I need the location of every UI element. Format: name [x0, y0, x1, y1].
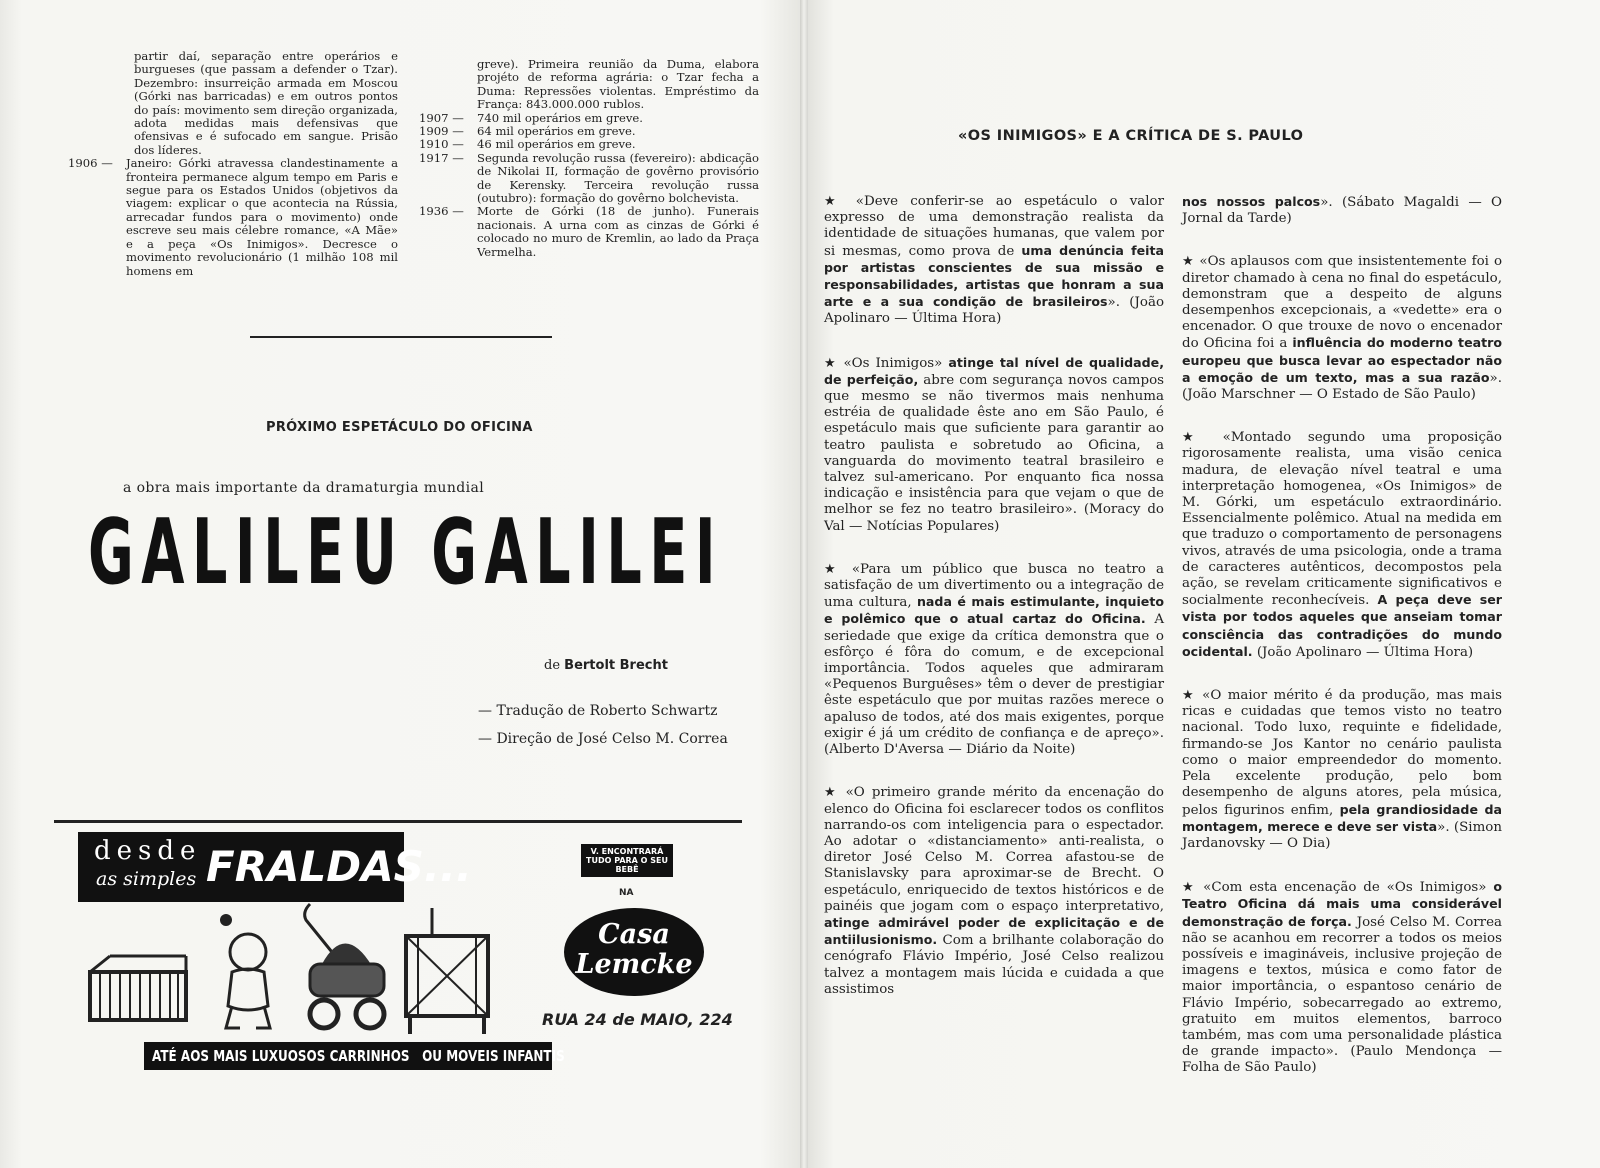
- quote-text: «Com esta encenação de «Os Inimigos»: [1203, 880, 1494, 896]
- star-icon: ★: [1182, 430, 1207, 446]
- chronology-text: Morte de Górki (18 de junho). Funerais nacionais. A urna com as cinzas de Górki é colocado no muro de Kremlin, ao lado da Praça Vermelha.: [477, 204, 759, 259]
- baby-illustration: [210, 902, 290, 1038]
- play-title: GALILEU GALILEI: [88, 500, 724, 605]
- star-icon: ★: [824, 194, 844, 209]
- quote-text: Com a brilhante colaboração do cenógrafo Flávio Império, José Celso realizou talvez a montagem mais lúcida e cuidada a que assistimos: [824, 933, 1164, 997]
- star-icon: ★: [824, 561, 842, 577]
- playpen-illustration: [84, 902, 194, 1038]
- quote-text: (João Apolinaro — Última Hora): [1252, 644, 1474, 660]
- chronology-text: Janeiro: Górki atravessa clandestinamente a fronteira permanece algum tempo em Paris e segue para os Estados Unidos (objetivos da viagem: explicar o que acontecia na Rússia, arrecadar fundos para o movimento) onde escreve seu mais célebre romance, «A Mãe» e a peça «Os Inimigos». Decresce o movimento revolucionário (1 milhão 108 mil homens em: [126, 156, 398, 278]
- critic-quote: [1182, 194, 1502, 227]
- critic-quote: [1182, 688, 1502, 852]
- star-icon: ★: [1182, 880, 1197, 896]
- chronology-intro: greve). Primeira reunião da Duma, elabora projéto de reforma agrária: o Tzar fecha a Duma: Repressões violentas. Empréstimo da França: 843.000.000 rublos.: [477, 57, 759, 112]
- quote-emphasis: nos nossos palcos: [1182, 194, 1321, 209]
- critic-quote: [824, 562, 1164, 758]
- chronology-year: 1917 —: [419, 150, 464, 165]
- crib-illustration: [398, 902, 494, 1038]
- fraldas-banner: [78, 832, 472, 902]
- quote-emphasis: atinge admirável poder de explicitação e de antiilusionismo.: [824, 914, 1164, 948]
- critic-quote: [1182, 254, 1502, 403]
- chronology-year: 1936 —: [419, 204, 464, 219]
- quote-emphasis: pela grandiosidade da montagem, merece e deve ser vista: [1182, 801, 1502, 834]
- chronology-entry: [419, 150, 759, 206]
- next-show-subtitle: a obra mais importante da dramaturgia mundial: [123, 480, 485, 496]
- quote-emphasis: nada é mais estimulante, inquieto e polêmico que o atual cartaz do Oficina.: [824, 594, 1165, 627]
- quote-text: ». (Sábato Magaldi — O Jornal da Tarde): [1182, 195, 1502, 227]
- star-icon: ★: [1182, 688, 1196, 704]
- critica-title: «OS INIMIGOS» E A CRÍTICA DE S. PAULO: [958, 128, 1304, 144]
- quote-text: A seriedade que exige da crítica demonstra que o esfôrço é fôra do comum, e de excepcional importância. Todos aqueles que admiraram «Pequenos Burguêses» têm o dever de prestigiar êste espetáculo que por muitas razões merece o apaluso de todos, até dos mais exigentes, porque exigir é já um crédito de confiança e de apreço». (Alberto D'Aversa — Diário da Noite): [824, 612, 1164, 758]
- right-page: [808, 0, 1600, 1168]
- logo-lemcke: Lemcke: [575, 949, 693, 980]
- critic-quote: [1182, 879, 1502, 1076]
- chronology-entry: [419, 124, 759, 139]
- logo-casa: Casa: [598, 919, 670, 950]
- book-gutter: [800, 0, 808, 1168]
- carriage-illustration: [300, 902, 390, 1038]
- quote-emphasis: atinge tal nível de qualidade, de perfeição,: [824, 354, 1165, 387]
- quote-text: «O maior mérito é da produção, mas mais ricas e cuidadas que temos visto no teatro nacional. Todo luxo, requinte e fidelidade, firmando-se Jos Kantor no cenário paulista como o maior empreendedor do momento. Pela excelente produção, pelo bom desempenho de alguns atores, pela música, pelos figurinos enfim,: [1182, 688, 1502, 818]
- quote-emphasis: uma denúncia feita por artistas conscientes de sua missão e responsabilidades, artistas que honram a sua arte e a sua condição de brasileiros: [824, 242, 1164, 310]
- ad-fraldas: FRALDAS...: [206, 842, 472, 891]
- critic-quote: [824, 355, 1164, 535]
- quote-text: «Os aplausos com que insistentemente foi o diretor chamado à cena no final do espetáculo, demonstram que a despeito de alguns desempenhos excepcionais, a «vedette» era o encenador. O que trouxe de novo o encenador do Oficina foi a: [1182, 254, 1503, 352]
- quote-text: «Para um público que busca no teatro a satisfação de um divertimento ou a integração de uma cultura,: [824, 561, 1164, 611]
- quote-text: abre com segurança novos campos que mesmo se não tivermos mais nenhuma estréia de qualidade êste ano em São Paulo, é espetáculo mais que suficiente para garantir ao teatro paulista e sobretudo ao Oficina, a vanguarda do movimento teatral brasileiro e talvez sul-americano. Por enquanto fica nossa indicação e insistência para que vejam o que de melhor se fez no teatro brasileiro». (Moracy do Val — Notícias Populares): [824, 372, 1164, 534]
- chronology-text: 46 mil operários em greve.: [477, 137, 636, 152]
- ad-desde: desde: [94, 836, 202, 866]
- star-icon: ★: [824, 785, 839, 801]
- chronology-year: 1909 —: [419, 124, 464, 139]
- critica-left-column: [824, 194, 1164, 1025]
- critica-right-column: [1182, 194, 1502, 1104]
- quote-text: «Deve conferir-se ao espetáculo o valor expresso de uma demonstração realista da identidade de situações humanas, que valem por si mesmas, como prova de: [824, 194, 1164, 259]
- next-show-heading: PRÓXIMO ESPETÁCULO DO OFICINA: [266, 420, 533, 435]
- quote-emphasis: o Teatro Oficina dá mais uma considerável demonstração de força.: [1182, 879, 1503, 929]
- quote-text: ». (Simon Jardanovsky — O Dia): [1182, 819, 1502, 851]
- quote-text: José Celso M. Correa não se acanhou em recorrer a todos os meios possíveis e imagináveis, inclusive projeção de imagens e textos, música e como fator de maior importância, o espantoso cenário de Flávio Império, sobecarregado ao extremo, gratuito em muitos elementos, barroco também, mas com uma personalidade plástica de grande impacto». (Paulo Mendonça — Folha de São Paulo): [1182, 914, 1502, 1076]
- chronology-entry: [419, 137, 759, 152]
- author-prefix: de: [544, 658, 561, 673]
- quote-text: ». (João Marschner — O Estado de São Paulo): [1182, 370, 1502, 403]
- quote-emphasis: A peça deve ser vista por todos aqueles que anseiam tomar consciência das contradições do mundo ocidental.: [1182, 592, 1502, 659]
- casa-lemcke-ad: [74, 832, 733, 1072]
- chronology-year: 1906 —: [68, 156, 113, 171]
- chronology-year: 1910 —: [419, 137, 464, 152]
- critic-quote: [824, 194, 1164, 328]
- chronology-intro: partir daí, separação entre operários e burgueses (que passam a defender o Tzar). Dezembro: insurreição armada em Moscou (Górki nas barricadas) e em outros pontos do país: movimento sem direção organizada, adota medidas mais defensivas que ofensivas e é sufocado em sangue. Prisão dos líderes.: [134, 49, 398, 157]
- divider: [54, 820, 742, 823]
- quote-text: «Os Inimigos»: [843, 355, 949, 371]
- quote-text: «O primeiro grande mérito da encenação do elenco do Oficina foi esclarecer todos os conflitos narrando-os com inteligencia para o espectador. Ao adotar o «distanciamento» anti-realista, o diretor José Celso M. Correa afastou-se de Stanislavsky para aproximar-se de Brecht. O espetáculo, enriquecido de textos históricos e de painéis que jogam com o espaço interpretativo,: [824, 785, 1164, 914]
- author-line: [544, 658, 668, 673]
- direction-credit: — Direção de José Celso M. Correa: [478, 731, 728, 747]
- chronology-year: 1907 —: [419, 110, 464, 125]
- chronology-column-1: [68, 49, 398, 278]
- ad-na: NA: [619, 888, 634, 898]
- quote-text: ». (João Apolinaro — Última Hora): [824, 295, 1165, 327]
- chronology-entry: [68, 156, 398, 278]
- ad-bottom-banner: ATÉ AOS MAIS LUXUOSOS CARRINHOS OU MOVEIS INFANTIS: [144, 1042, 552, 1070]
- casa-lemcke-logo: [564, 908, 704, 996]
- divider: [250, 336, 552, 338]
- translation-credit: — Tradução de Roberto Schwartz: [478, 703, 718, 719]
- star-icon: ★: [1182, 254, 1195, 270]
- ad-simples: as simples: [96, 868, 197, 890]
- critic-quote: [1182, 430, 1502, 661]
- chronology-text: 64 mil operários em greve.: [477, 124, 636, 139]
- chronology-column-2: [419, 57, 759, 259]
- quote-text: «Montado segundo uma proposição rigorosamente realista, uma visão cenica madura, de elevação nível teatral e uma interpretação homogenea, «Os Inimigos» de M. Górki, um espetáculo extraordinário. Essencialmente polêmico. Atual na medida em que traduzo o comportamento de personagens vivos, através de uma psicologia, onde a trama de caracteres autênticos, decompostos pela ação, se revelam criticamente significativos e socialmente reconhecíveis.: [1182, 430, 1502, 609]
- critic-quote: [824, 785, 1164, 998]
- star-icon: ★: [824, 355, 838, 371]
- chronology-text: Segunda revolução russa (fevereiro): abdicação de Nikolai II, formação de govêrno provisório de Kerensky. Terceira revolução russa (outubro): formação do govêrno bolchevista.: [477, 150, 759, 206]
- ad-address: RUA 24 de MAIO, 224: [542, 1010, 733, 1029]
- quote-emphasis: influência do moderno teatro europeu que busca levar ao espectador não a emoção de um texto, mas a sua razão: [1182, 335, 1502, 385]
- ad-encontrara: V. ENCONTRARÁ TUDO PARA O SEU BEBÊ: [581, 844, 673, 877]
- author-name: Bertolt Brecht: [564, 658, 668, 673]
- chronology-entry: [419, 204, 759, 259]
- chronology-entry: [419, 110, 759, 125]
- chronology-text: 740 mil operários em greve.: [477, 110, 643, 125]
